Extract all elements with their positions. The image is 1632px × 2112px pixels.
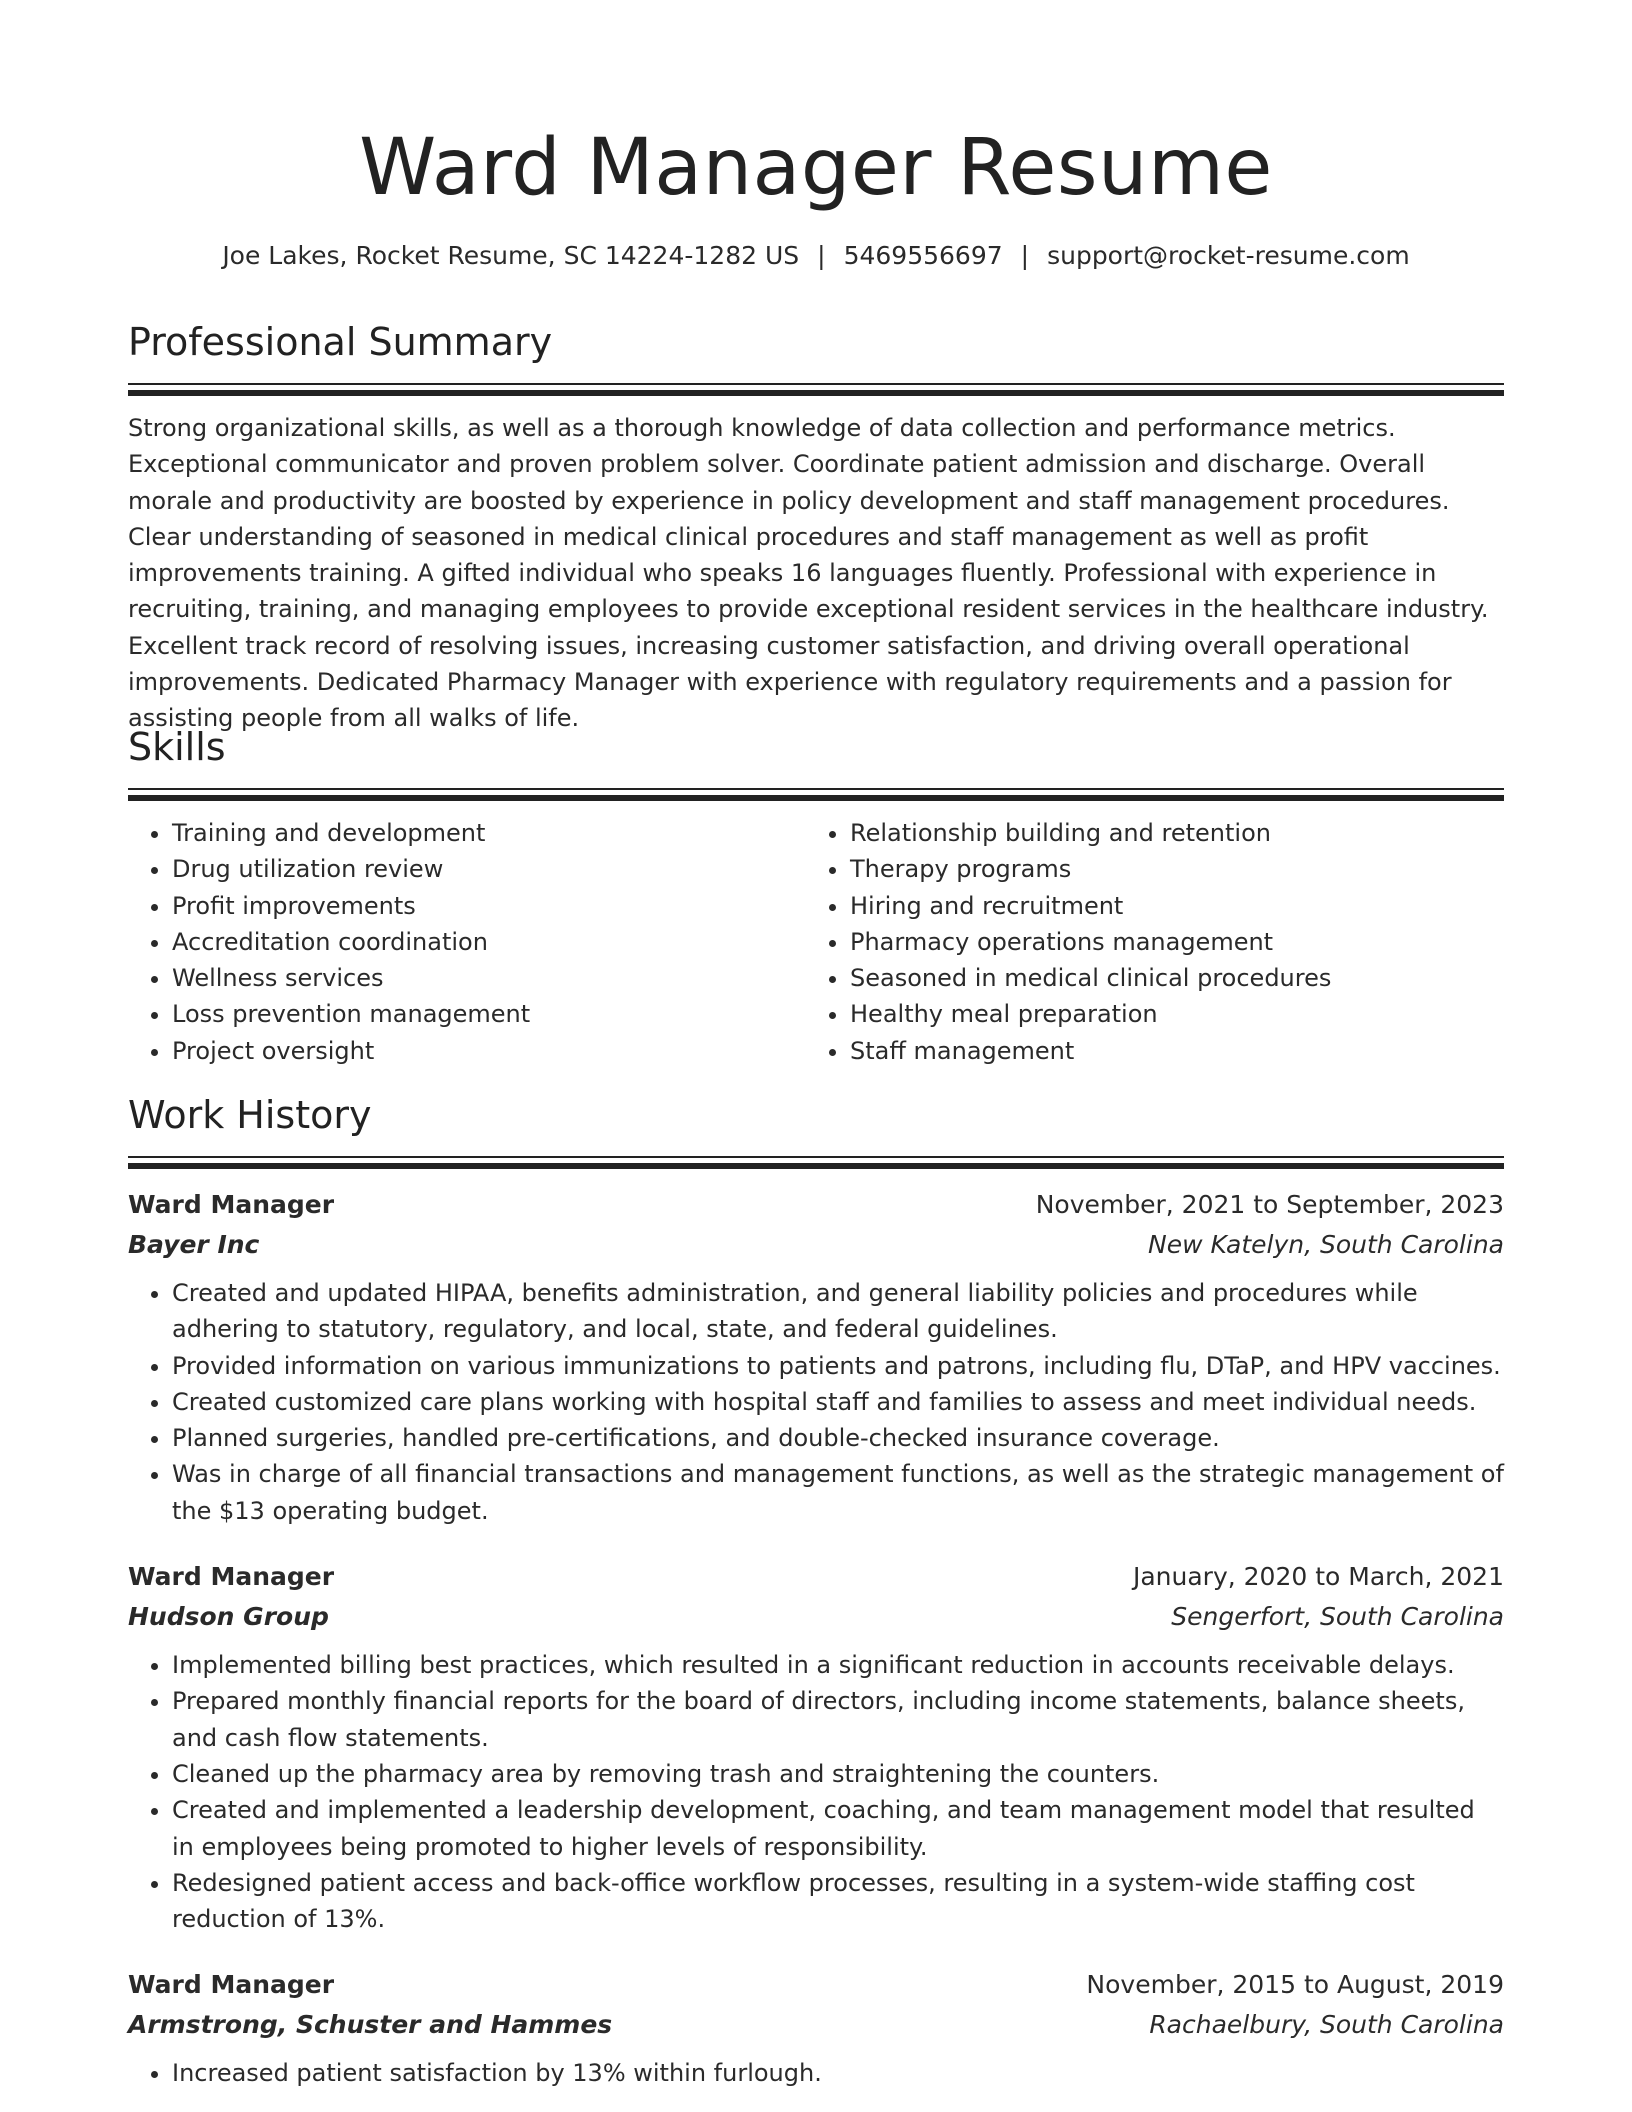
job-bullet: • Prepared monthly financial reports for the board of directors, including income statements, balance sheets, and cash flow statements. bbox=[172, 1683, 1504, 1756]
job-location: Rachaelbury, South Carolina bbox=[1149, 2010, 1504, 2040]
job-header bbox=[128, 1557, 1504, 1597]
job-company: Hudson Group bbox=[128, 1602, 329, 1632]
job-title: Ward Manager bbox=[128, 1562, 335, 1592]
contact-address: Joe Lakes, Rocket Resume, SC 14224-1282 US bbox=[222, 241, 800, 270]
contact-phone: 5469556697 bbox=[843, 241, 1003, 270]
job-subheader bbox=[128, 1597, 1504, 1637]
contact-email[interactable]: support@rocket-resume.com bbox=[1047, 241, 1410, 270]
skill-item: • Hiring and recruitment bbox=[850, 888, 1484, 924]
job-bullet: • Cleaned up the pharmacy area by removing trash and straightening the counters. bbox=[172, 1756, 1504, 1792]
summary-section bbox=[128, 317, 1504, 737]
skills-section bbox=[128, 722, 1504, 1069]
job-subheader bbox=[128, 1225, 1504, 1265]
job-entry bbox=[128, 1557, 1504, 1937]
job-bullet: • Provided information on various immunizations to patients and patrons, including flu, DTaP, and HPV vaccines. bbox=[172, 1348, 1504, 1384]
job-location: New Katelyn, South Carolina bbox=[1148, 1230, 1504, 1259]
contact-separator: | bbox=[817, 241, 826, 270]
job-title: Ward Manager bbox=[128, 1970, 335, 2000]
section-rule bbox=[128, 1156, 1504, 1158]
job-title: Ward Manager bbox=[128, 1190, 335, 1219]
skill-item: • Staff management bbox=[850, 1033, 1484, 1069]
skill-item: • Pharmacy operations management bbox=[850, 924, 1484, 960]
job-bullet: • Created customized care plans working with hospital staff and families to assess and meet individual needs. bbox=[172, 1384, 1504, 1420]
skill-item: • Wellness services bbox=[172, 960, 806, 996]
section-rule bbox=[128, 788, 1504, 790]
job-dates: January, 2020 to March, 2021 bbox=[1132, 1562, 1504, 1592]
job-bullets bbox=[128, 2055, 1504, 2091]
skill-item: • Relationship building and retention bbox=[850, 815, 1484, 851]
skills-heading: Skills bbox=[128, 725, 226, 769]
job-entry bbox=[128, 1965, 1504, 2091]
job-company: Armstrong, Schuster and Hammes bbox=[128, 2010, 613, 2040]
skill-item: • Training and development bbox=[172, 815, 806, 851]
job-dates: November, 2021 to September, 2023 bbox=[1035, 1190, 1504, 1219]
job-bullet: • Created and implemented a leadership development, coaching, and team management model that resulted in employees being promoted to higher levels of responsibility. bbox=[172, 1792, 1504, 1865]
section-rule bbox=[128, 383, 1504, 385]
summary-text: Strong organizational skills, as well as a thorough knowledge of data collection and performance metrics. Exceptional communicator and proven problem solver. Coordinate patient admission and discharge. Overall morale and productivity are boosted by experience in policy development and staff management procedures. Clear understanding of seasoned in medical clinical procedures and staff management as well as profit improvements training. A gifted individual who speaks 16 languages fluently. Professional with experience in recruiting, training, and managing employees to provide exceptional resident services in the healthcare industry. Excellent track record of resolving issues, increasing customer satisfaction, and driving overall operational improvements. Dedicated Pharmacy Manager with experience with regulatory requirements and a passion for assisting people from all walks of life. bbox=[128, 414, 1489, 733]
skill-item: • Loss prevention management bbox=[172, 996, 806, 1032]
work-heading: Work History bbox=[128, 1093, 372, 1137]
job-location: Sengerfort, South Carolina bbox=[1171, 1602, 1504, 1632]
job-bullet: • Increased patient satisfaction by 13% within furlough. bbox=[172, 2055, 1504, 2091]
skills-columns bbox=[128, 815, 1504, 1069]
job-bullet: • Redesigned patient access and back-office workflow processes, resulting in a system-wide staffing cost reduction of 13%. bbox=[172, 1865, 1504, 1938]
job-entry bbox=[128, 1185, 1504, 1529]
job-bullet: • Implemented billing best practices, which resulted in a significant reduction in accounts receivable delays. bbox=[172, 1647, 1504, 1683]
skill-item: • Seasoned in medical clinical procedures bbox=[850, 960, 1484, 996]
skill-item: • Accreditation coordination bbox=[172, 924, 806, 960]
job-company: Bayer Inc bbox=[128, 1230, 260, 1259]
job-bullet: • Created and updated HIPAA, benefits administration, and general liability policies and procedures while adhering to statutory, regulatory, and local, state, and federal guidelines. bbox=[172, 1275, 1504, 1348]
summary-heading: Professional Summary bbox=[128, 320, 553, 364]
job-subheader bbox=[128, 2005, 1504, 2045]
job-dates: November, 2015 to August, 2019 bbox=[1086, 1970, 1504, 2000]
skill-item: • Profit improvements bbox=[172, 888, 806, 924]
resume-title: Ward Manager Resume bbox=[359, 123, 1273, 213]
skill-item: • Project oversight bbox=[172, 1033, 806, 1069]
contact-separator: | bbox=[1020, 241, 1030, 270]
skill-item: • Healthy meal preparation bbox=[850, 996, 1484, 1032]
section-rule-thick bbox=[128, 1163, 1504, 1169]
skill-item: • Drug utilization review bbox=[172, 851, 806, 887]
section-rule-thick bbox=[128, 795, 1504, 801]
contact-line bbox=[128, 238, 1504, 274]
skills-list-right bbox=[806, 815, 1484, 1069]
job-bullets bbox=[128, 1647, 1504, 1937]
skill-item: • Therapy programs bbox=[850, 851, 1484, 887]
section-rule-thick bbox=[128, 390, 1504, 396]
job-bullet: • Planned surgeries, handled pre-certifications, and double-checked insurance coverage. bbox=[172, 1420, 1504, 1456]
job-bullet: • Was in charge of all financial transactions and management functions, as well as the strategic management of the $13 operating budget. bbox=[172, 1456, 1504, 1529]
work-section bbox=[128, 1090, 1504, 2092]
skills-list-left bbox=[128, 815, 806, 1069]
job-header bbox=[128, 1965, 1504, 2005]
job-bullets bbox=[128, 1275, 1504, 1529]
job-header bbox=[128, 1185, 1504, 1225]
